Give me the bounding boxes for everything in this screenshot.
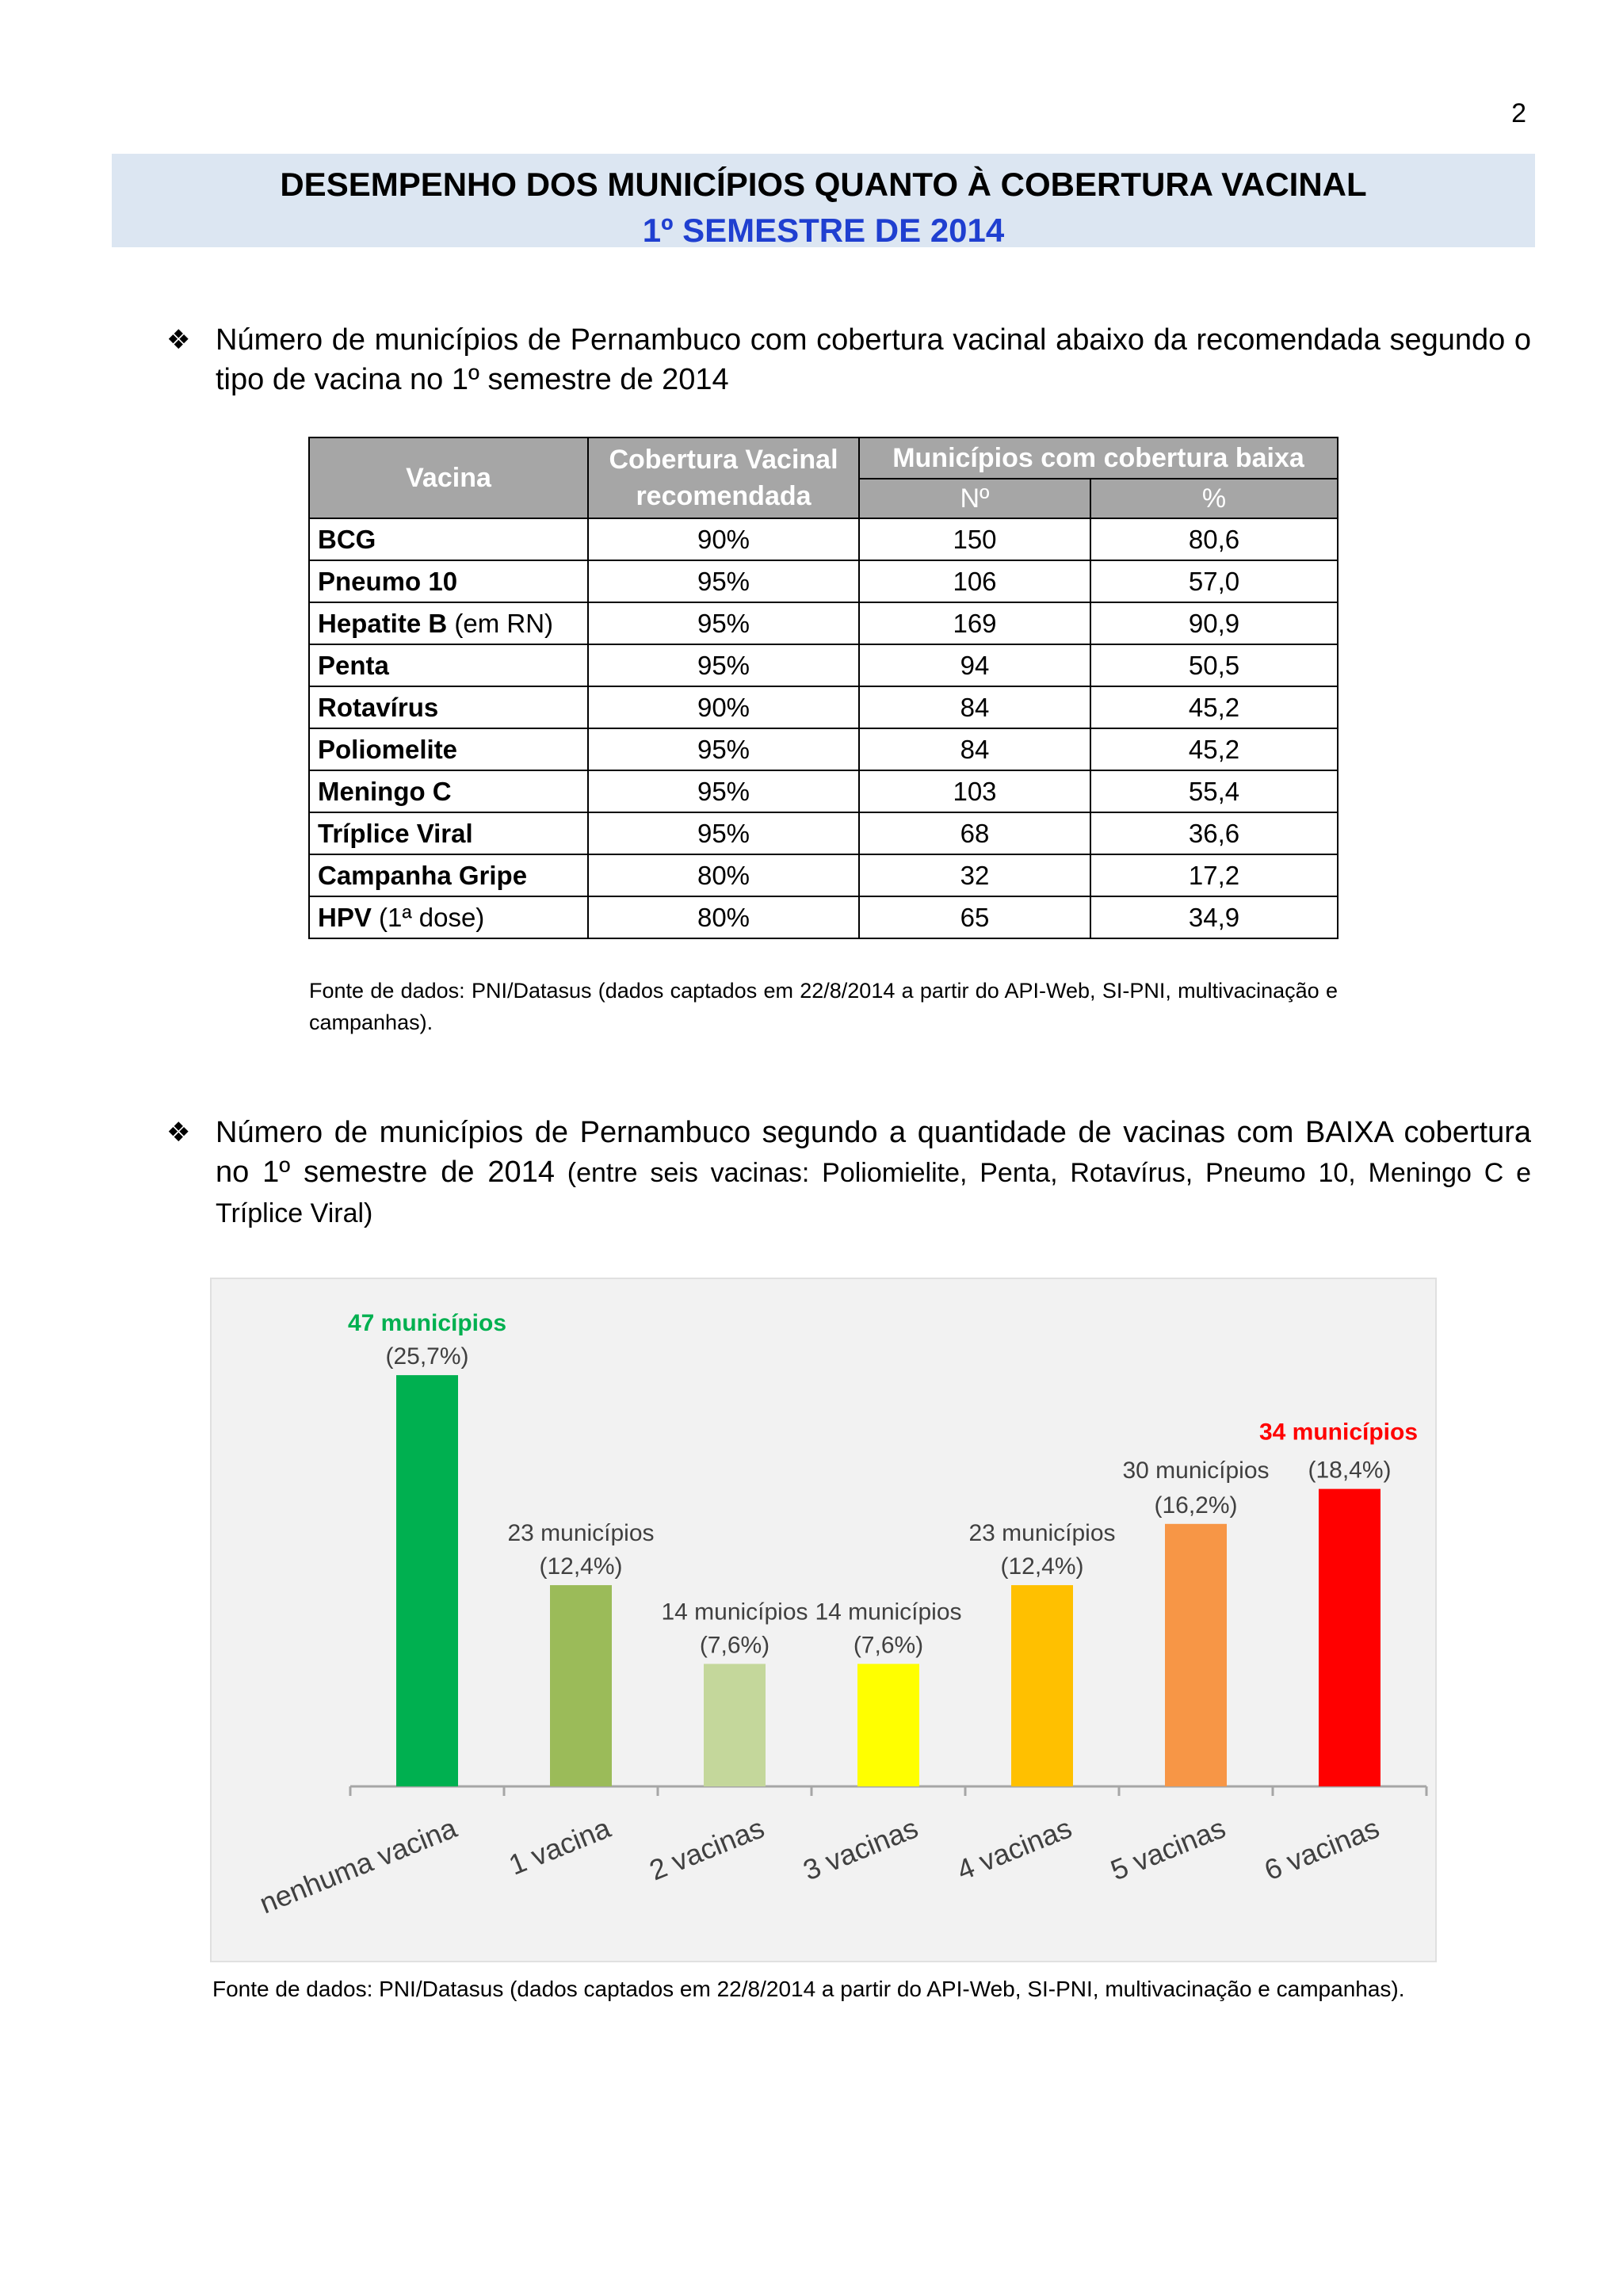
x-tick-label: nenhuma vacina bbox=[254, 1811, 461, 1920]
table-row bbox=[309, 728, 1338, 770]
table-source-note: Fonte de dados: PNI/Datasus (dados captados em 22/8/2014 a partir do API-Web, SI-PNI, multivacinação e campanhas). bbox=[309, 979, 1338, 1034]
x-tick-label: 2 vacinas bbox=[644, 1811, 769, 1887]
data-label-count: 23 municípios bbox=[507, 1520, 655, 1547]
cell-n: 103 bbox=[859, 770, 1090, 812]
data-label-count: 47 municípios bbox=[347, 1310, 507, 1337]
bar-chart bbox=[212, 1279, 1435, 1961]
vaccine-suffix: (1ª dose) bbox=[371, 902, 485, 932]
bar-1-vacinas bbox=[550, 1585, 612, 1786]
bullet-diamond-icon: ❖ bbox=[166, 1117, 191, 1148]
table-row bbox=[309, 644, 1338, 686]
table-row bbox=[309, 812, 1338, 854]
cell-coverage: 95% bbox=[588, 602, 859, 644]
data-label-pct: (12,4%) bbox=[1000, 1553, 1084, 1580]
cell-pct: 45,2 bbox=[1090, 728, 1338, 770]
x-tick-label: 1 vacina bbox=[504, 1811, 615, 1881]
bar-4-vacinas bbox=[1011, 1585, 1073, 1786]
data-label-count: 23 municípios bbox=[968, 1520, 1116, 1547]
page-title: DESEMPENHO DOS MUNICÍPIOS QUANTO À COBERTURA VACINAL bbox=[280, 166, 1367, 203]
vaccine-name: HPV bbox=[318, 902, 372, 932]
table-row bbox=[309, 560, 1338, 602]
cell-coverage: 95% bbox=[588, 560, 859, 602]
vaccine-name: Tríplice Viral bbox=[318, 818, 473, 848]
cell-n: 150 bbox=[859, 518, 1090, 560]
cell-pct: 34,9 bbox=[1090, 896, 1338, 938]
cell-pct: 45,2 bbox=[1090, 686, 1338, 728]
x-tick-label: 5 vacinas bbox=[1106, 1811, 1230, 1887]
bullet-diamond-icon: ❖ bbox=[166, 325, 191, 355]
data-label-pct: (18,4%) bbox=[1308, 1457, 1392, 1484]
cell-coverage: 95% bbox=[588, 770, 859, 812]
bar-nenhuma-vacina bbox=[396, 1375, 458, 1786]
bar-2-vacinas bbox=[704, 1664, 766, 1786]
cell-n: 84 bbox=[859, 728, 1090, 770]
vaccine-name: BCG bbox=[318, 524, 376, 554]
table-row bbox=[309, 686, 1338, 728]
cell-vaccine bbox=[309, 602, 588, 644]
col-header-cobertura: Cobertura Vacinal recomendada bbox=[588, 437, 859, 518]
cell-pct: 90,9 bbox=[1090, 602, 1338, 644]
cell-n: 68 bbox=[859, 812, 1090, 854]
cell-coverage: 95% bbox=[588, 812, 859, 854]
data-label-pct: (16,2%) bbox=[1154, 1492, 1238, 1519]
bar-3-vacinas bbox=[857, 1664, 919, 1786]
cell-vaccine bbox=[309, 812, 588, 854]
bar-chart-panel bbox=[210, 1278, 1437, 1962]
coverage-table bbox=[308, 437, 1338, 939]
vaccine-name: Meningo C bbox=[318, 776, 452, 806]
data-label-count: 30 municípios bbox=[1122, 1457, 1270, 1484]
page-number: 2 bbox=[1511, 98, 1526, 128]
x-tick-label: 4 vacinas bbox=[952, 1811, 1076, 1887]
vaccine-name: Poliomelite bbox=[318, 734, 458, 764]
x-tick-label: 6 vacinas bbox=[1259, 1811, 1384, 1887]
cell-n: 84 bbox=[859, 686, 1090, 728]
section2-text-main: Número de municípios de Pernambuco segundo a quantidade de vacinas com BAIXA cobertura no 1º semestre de 2014 bbox=[216, 1116, 1531, 1189]
cell-pct: 36,6 bbox=[1090, 812, 1338, 854]
bar-6-vacinas bbox=[1319, 1489, 1381, 1786]
table-row bbox=[309, 854, 1338, 896]
cell-coverage: 90% bbox=[588, 686, 859, 728]
cell-pct: 57,0 bbox=[1090, 560, 1338, 602]
data-label-count: 34 municípios bbox=[1258, 1419, 1419, 1446]
section2-text bbox=[216, 1113, 1531, 1233]
table-row bbox=[309, 518, 1338, 560]
table-row bbox=[309, 896, 1338, 938]
data-label-count: 14 municípios bbox=[815, 1599, 962, 1626]
cell-vaccine bbox=[309, 518, 588, 560]
data-label-count: 14 municípios bbox=[661, 1599, 808, 1626]
cell-vaccine bbox=[309, 644, 588, 686]
table-row bbox=[309, 602, 1338, 644]
cell-pct: 50,5 bbox=[1090, 644, 1338, 686]
vaccine-name: Hepatite B bbox=[318, 608, 448, 638]
cell-coverage: 95% bbox=[588, 728, 859, 770]
cell-n: 94 bbox=[859, 644, 1090, 686]
section2-text-small: (entre seis vacinas: Poliomielite, Penta, Rotavírus, Pneumo 10, Meningo C e Tríplice Viral) bbox=[216, 1158, 1531, 1228]
cell-coverage: 90% bbox=[588, 518, 859, 560]
data-label-pct: (25,7%) bbox=[385, 1343, 469, 1370]
vaccine-name: Campanha Gripe bbox=[318, 860, 528, 890]
cell-n: 65 bbox=[859, 896, 1090, 938]
vaccine-suffix: (em RN) bbox=[447, 608, 554, 638]
cell-vaccine bbox=[309, 728, 588, 770]
vaccine-name: Penta bbox=[318, 650, 389, 680]
cell-vaccine bbox=[309, 686, 588, 728]
cell-n: 32 bbox=[859, 854, 1090, 896]
data-label-pct: (7,6%) bbox=[853, 1632, 924, 1659]
col-header-vacina: Vacina bbox=[309, 437, 588, 518]
vaccine-name: Rotavírus bbox=[318, 692, 439, 722]
cell-coverage: 80% bbox=[588, 896, 859, 938]
chart-source-note: Fonte de dados: PNI/Datasus (dados captados em 22/8/2014 a partir do API-Web, SI-PNI, multivacinação e campanhas). bbox=[212, 1977, 1405, 2001]
cell-pct: 80,6 bbox=[1090, 518, 1338, 560]
vaccine-name: Pneumo 10 bbox=[318, 566, 458, 596]
col-header-municipios: Municípios com cobertura baixa bbox=[859, 437, 1338, 479]
bar-5-vacinas bbox=[1165, 1524, 1227, 1786]
data-label-pct: (12,4%) bbox=[539, 1553, 623, 1580]
page-subtitle: 1º SEMESTRE DE 2014 bbox=[642, 212, 1005, 249]
data-label-pct: (7,6%) bbox=[699, 1632, 770, 1659]
cell-pct: 17,2 bbox=[1090, 854, 1338, 896]
table-row bbox=[309, 770, 1338, 812]
cell-coverage: 80% bbox=[588, 854, 859, 896]
x-tick-label: 3 vacinas bbox=[798, 1811, 922, 1887]
cell-vaccine bbox=[309, 770, 588, 812]
section1-text: Número de municípios de Pernambuco com cobertura vacinal abaixo da recomendada segundo o tipo de vacina no 1º semestre de 2014 bbox=[216, 323, 1531, 396]
col-header-pct: % bbox=[1090, 479, 1338, 518]
cell-n: 169 bbox=[859, 602, 1090, 644]
cell-vaccine bbox=[309, 854, 588, 896]
cell-coverage: 95% bbox=[588, 644, 859, 686]
cell-vaccine bbox=[309, 560, 588, 602]
cell-n: 106 bbox=[859, 560, 1090, 602]
cell-pct: 55,4 bbox=[1090, 770, 1338, 812]
col-header-n: Nº bbox=[859, 479, 1090, 518]
header-banner bbox=[112, 154, 1535, 247]
cell-vaccine bbox=[309, 896, 588, 938]
